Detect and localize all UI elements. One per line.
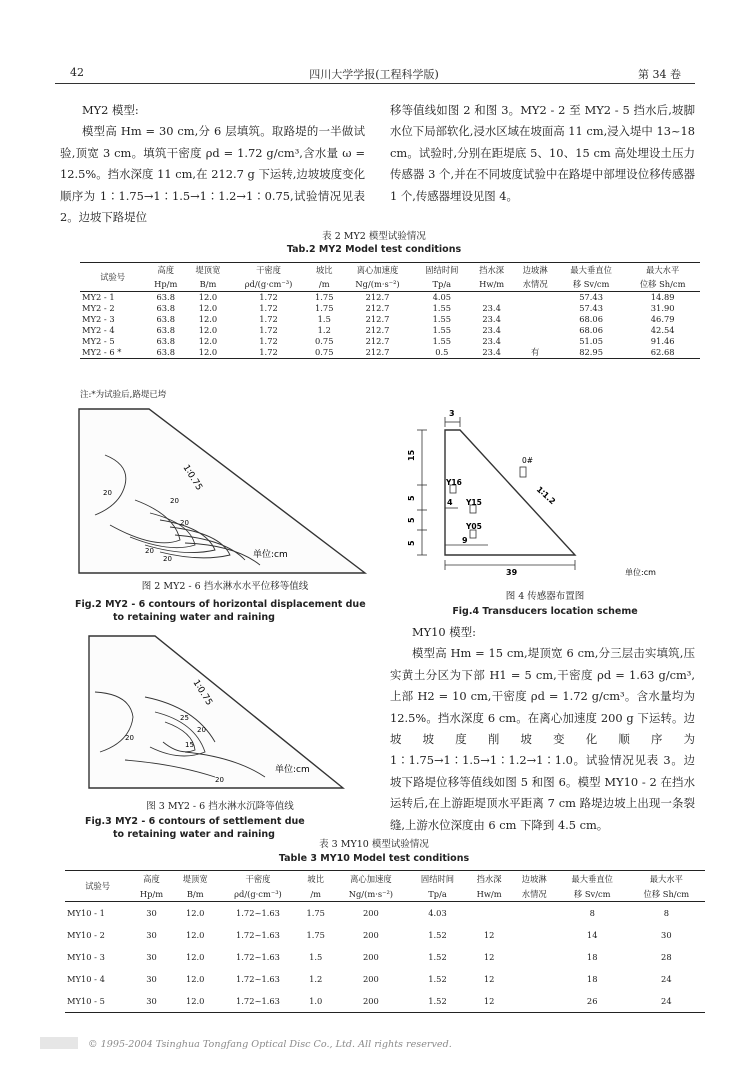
- table-cell: MY10 - 2: [67, 930, 105, 940]
- t3-h0: 试验号: [85, 881, 111, 891]
- table-row: [80, 303, 700, 314]
- table-cell: 1.5: [309, 952, 323, 962]
- table-cell: 12.0: [185, 930, 205, 940]
- table-cell: 24: [661, 974, 672, 984]
- t3-h8: 边坡淋: [521, 873, 547, 884]
- fig2-c1: 20: [103, 489, 112, 497]
- table-cell: 62.68: [650, 347, 675, 357]
- table-cell: 0.75: [315, 347, 334, 357]
- t3-u2: B/m: [186, 888, 204, 899]
- t2-h2: 堤顶宽: [195, 264, 221, 275]
- table-cell: 212.7: [365, 292, 390, 302]
- fig3-c5: 20: [215, 776, 224, 784]
- fig3-c1: 20: [125, 734, 134, 742]
- table-cell: MY2 - 3: [82, 314, 115, 324]
- t3-u6: Tp/a: [428, 888, 447, 899]
- table-cell: 12.0: [198, 314, 218, 324]
- fig4-dim-15: 15: [407, 449, 416, 461]
- table2-note: 注:*为试验后,路堤已垮: [80, 390, 167, 400]
- table-cell: 18: [586, 974, 598, 984]
- table3-title-cn: 表 3 MY10 模型试验情况: [319, 839, 429, 850]
- table-cell: 30: [146, 996, 157, 1006]
- table-cell: 63.8: [156, 336, 175, 346]
- table-cell: 1.72~1.63: [236, 908, 280, 918]
- fig4-label-y05: Y05: [466, 522, 482, 531]
- fig4-transducer: [520, 467, 526, 477]
- t3-u10: 位移 Sh/cm: [643, 888, 690, 899]
- table-cell: 23.4: [482, 303, 501, 313]
- table-cell: 1.72: [259, 292, 278, 302]
- t2-u7: Hw/m: [479, 278, 505, 289]
- fig2-caption-en-2: to retaining water and raining: [113, 612, 275, 623]
- table-cell: 200: [362, 908, 379, 918]
- page-number: 42: [70, 66, 84, 79]
- table-cell: 12.0: [198, 303, 218, 313]
- t3-h6: 固结时间: [420, 873, 455, 884]
- fig3-caption-cn: 图 3 MY2 - 6 挡水淋水沉降等值线: [146, 801, 294, 812]
- table-cell: 1.52: [428, 974, 447, 984]
- table-cell: [513, 292, 556, 304]
- t3-h3: 干密度: [245, 873, 271, 884]
- t2-u8: 水情况: [522, 278, 548, 289]
- table-row: [65, 946, 705, 968]
- table-cell: 63.8: [156, 303, 175, 313]
- table-cell: 12.0: [198, 336, 218, 346]
- table-cell: 212.7: [365, 347, 390, 357]
- table-row: [65, 968, 705, 990]
- table-row: [80, 347, 700, 359]
- table-cell: MY10 - 5: [67, 996, 105, 1006]
- table-cell: 63.8: [156, 347, 175, 357]
- table-row: [65, 902, 705, 925]
- table-cell: 1.55: [432, 325, 452, 335]
- table-cell: 57.43: [579, 292, 603, 302]
- table-cell: 28: [661, 952, 672, 962]
- table-cell: 24: [661, 996, 672, 1006]
- t3-u7: Hw/m: [476, 888, 502, 899]
- table-cell: 63.8: [156, 325, 175, 335]
- footer-logo: [40, 1037, 78, 1049]
- table-cell: 1.72: [259, 325, 278, 335]
- table-cell: 212.7: [365, 303, 390, 313]
- fig3-c4: 15: [185, 741, 194, 749]
- t2-u6: Tp/a: [432, 278, 452, 289]
- table-cell: 68.06: [579, 314, 603, 324]
- table-cell: 212.7: [365, 314, 390, 324]
- my2-paragraph-cont: 移等值线如图 2 和图 3。MY2 - 2 至 MY2 - 5 挡水后,坡脚水位下局部软化,浸水区域在坡面高 11 cm,浸入堤中 13~18 cm。试验时,分别在距堤底 5、10、15 cm 高处埋设土压力传感器 3 个,并在不同坡度试验中在路堤中部埋设位移传感器 1 个,传感器埋设见图 4。: [390, 103, 695, 203]
- table-cell: 200: [362, 952, 379, 962]
- table2: [80, 262, 700, 359]
- my2-heading: MY2 模型:: [82, 103, 139, 117]
- left-column-text: [60, 100, 365, 228]
- table-cell: 200: [362, 996, 379, 1006]
- table-cell: MY2 - 1: [82, 292, 115, 302]
- table-cell: 12.0: [185, 996, 205, 1006]
- table-cell: 12: [483, 974, 495, 984]
- my10-text: [390, 622, 695, 836]
- fig4-diagram: [400, 405, 700, 583]
- fig2-embankment: [79, 409, 365, 573]
- table-row: [80, 292, 700, 304]
- fig4-dim-9: 9: [462, 536, 468, 545]
- table-cell: 68.06: [579, 325, 603, 335]
- t2-u4: /m: [318, 278, 330, 289]
- table-cell: 12.0: [185, 952, 205, 962]
- my10-paragraph: 模型高 Hm = 15 cm,堤顶宽 6 cm,分三层击实填筑,压实黄土分区为下部 H1 = 5 cm,干密度 ρd = 1.63 g/cm³,上部 H2 = 10 cm,干密度 ρd = 1.72 g/cm³。含水量均为 12.5%。挡水深度 6 cm。在离心加速度 200 g 下运转。边坡坡度削坡变化顺序为 1∶1.75→1∶1.5→1∶1.2→1∶1.0。试验情况见表 3。边坡下路堤位移等值线如图 5 和图 6。模型 MY10 - 2 在挡水运转后,在上游距堤顶水平距离 7 cm 路堤边坡上出现一条裂缝,上游水位深度由 6 cm 下降到 4.5 cm。: [390, 646, 695, 832]
- t3-u1: Hp/m: [139, 888, 164, 899]
- table-cell: 1.52: [428, 952, 447, 962]
- table-cell: 1.55: [432, 303, 452, 313]
- t2-h0: 试验号: [100, 271, 126, 282]
- table-cell: 1.52: [428, 930, 447, 940]
- table-cell: [513, 325, 556, 336]
- table-cell: 82.95: [579, 347, 603, 357]
- fig3-slope-label: 1∶0.75: [190, 678, 214, 708]
- t3-u3: ρd/(g·cm⁻³): [234, 888, 282, 899]
- table-cell: 12.0: [185, 908, 205, 918]
- table-cell: 30: [661, 930, 672, 940]
- table3-title-en: Table 3 MY10 Model test conditions: [278, 853, 470, 864]
- t3-h2: 堤顶宽: [182, 873, 208, 884]
- table-cell: 30: [146, 908, 157, 918]
- table-row: [80, 325, 700, 336]
- t2-h7: 挡水深: [479, 264, 505, 275]
- table-cell: MY10 - 3: [67, 952, 105, 962]
- table-cell: MY2 - 4: [82, 325, 115, 335]
- fig2-c2: 20: [170, 497, 179, 505]
- table-cell: 46.79: [650, 314, 675, 324]
- fig3-caption-en-1: Fig.3 MY2 - 6 contours of settlement due: [85, 816, 305, 827]
- fig4-label-y15: Y15: [466, 498, 482, 507]
- fig3-c3: 20: [197, 726, 206, 734]
- table-cell: 12.0: [185, 974, 205, 984]
- table-cell: 51.05: [579, 336, 603, 346]
- table3: [65, 870, 705, 1013]
- table-cell: 14: [586, 930, 598, 940]
- t2-h5: 离心加速度: [356, 264, 399, 275]
- my10-heading: MY10 模型:: [412, 625, 476, 639]
- table-cell: 12: [483, 952, 495, 962]
- table-cell: 1.72~1.63: [236, 952, 280, 962]
- table-cell: 12.0: [198, 347, 218, 357]
- table-cell: 1.72: [259, 336, 278, 346]
- t3-u8: 水情况: [521, 888, 547, 899]
- t2-u9: 移 Sv/cm: [572, 278, 610, 289]
- t2-h8: 边坡淋: [522, 264, 548, 275]
- table-cell: 有: [531, 347, 540, 357]
- journal-name: 四川大学学报(工程科学版): [309, 68, 439, 81]
- table-cell: 1.72: [259, 314, 278, 324]
- table-cell: 30: [146, 930, 157, 940]
- table-cell: MY2 - 2: [82, 303, 115, 313]
- table-cell: MY10 - 1: [67, 908, 105, 918]
- table-cell: [512, 946, 557, 968]
- table-cell: 12.0: [198, 325, 218, 335]
- fig2-caption-cn: 图 2 MY2 - 6 挡水淋水水平位移等值线: [141, 581, 309, 592]
- table-cell: 23.4: [482, 347, 501, 357]
- t2-u2: B/m: [199, 278, 217, 289]
- t3-h10: 最大水平: [649, 873, 683, 884]
- table-cell: [512, 968, 557, 990]
- table-cell: 42.54: [650, 325, 675, 335]
- table-cell: 8: [589, 908, 595, 918]
- t3-h1: 高度: [143, 873, 160, 884]
- fig4-top-width: 3: [449, 409, 455, 418]
- table-cell: 0.5: [435, 347, 449, 357]
- t3-h5: 离心加速度: [350, 873, 392, 884]
- table-cell: 1.5: [317, 314, 331, 324]
- fig3-unit: 单位:cm: [275, 765, 310, 775]
- table-cell: 63.8: [156, 314, 175, 324]
- fig2-c5: 20: [163, 555, 172, 563]
- table-cell: 212.7: [365, 325, 390, 335]
- table-cell: 26: [586, 996, 598, 1006]
- fig2-slope-label: 1∶0.75: [180, 463, 204, 493]
- table2-title-en: Tab.2 MY2 Model test conditions: [286, 244, 462, 255]
- table-cell: 12: [483, 996, 495, 1006]
- table-cell: 200: [362, 930, 379, 940]
- table-cell: 212.7: [365, 336, 390, 346]
- fig3-diagram: [85, 632, 347, 792]
- table-cell: [513, 336, 556, 347]
- fig2-diagram: [75, 405, 370, 577]
- my2-paragraph: 模型高 Hm = 30 cm,分 6 层填筑。取路堤的一半做试验,顶宽 3 cm。填筑干密度 ρd = 1.72 g/cm³,含水量 ω = 12.5%。挡水深度 11 cm,在 212.7 g 下运转,边坡坡度变化顺序为 1∶1.75→1∶1.5→1∶1.2→1∶0.75,试验情况见表 2。边坡下路堤位: [60, 124, 365, 225]
- fig4-dim-5c: 5: [407, 540, 416, 546]
- table-cell: 1.72: [259, 347, 278, 357]
- table-cell: 4.03: [428, 908, 447, 918]
- table-cell: 63.8: [156, 292, 175, 302]
- fig4-caption-en: Fig.4 Transducers location scheme: [452, 606, 638, 617]
- fig4-dim-5b: 5: [407, 517, 416, 523]
- fig4-caption-cn: 图 4 传感器布置图: [505, 591, 585, 602]
- fig4-dim-5a: 5: [407, 495, 416, 501]
- fig2-c3: 20: [180, 519, 189, 527]
- fig4-transducer-label: 0#: [522, 456, 534, 465]
- table-cell: [512, 990, 557, 1013]
- table-cell: 23.4: [482, 314, 501, 324]
- table-row: [65, 990, 705, 1013]
- t2-u5: Ng/(m·s⁻²): [355, 278, 400, 289]
- footer-copyright: © 1995-2004 Tsinghua Tongfang Optical Disc Co., Ltd. All rights reserved.: [88, 1039, 452, 1050]
- table2-title-cn: 表 2 MY2 模型试验情况: [322, 231, 426, 242]
- table-cell: 1.72~1.63: [236, 930, 280, 940]
- table-cell: 1.72: [259, 303, 278, 313]
- table-cell: 1.75: [306, 930, 325, 940]
- right-column-text: [390, 100, 695, 207]
- table-cell: 200: [362, 974, 379, 984]
- table-cell: 1.75: [315, 303, 334, 313]
- fig4-sensor-y05: [470, 530, 476, 538]
- table-cell: 14.89: [650, 292, 675, 302]
- fig4-label-y16: Y16: [446, 478, 462, 487]
- fig4-slope-label: 1∶1.2: [534, 484, 558, 507]
- t3-h4: 坡比: [307, 873, 325, 884]
- table-cell: 30: [146, 974, 157, 984]
- table-cell: 1.2: [309, 974, 323, 984]
- t2-h1: 高度: [157, 264, 175, 275]
- table-cell: 91.46: [650, 336, 675, 346]
- table-cell: 12: [483, 930, 495, 940]
- fig3-caption-en-2: to retaining water and raining: [113, 829, 275, 840]
- table-cell: 23.4: [482, 325, 501, 335]
- table-cell: 23.4: [482, 336, 501, 346]
- table-cell: 30: [146, 952, 157, 962]
- fig4-unit: 单位:cm: [625, 568, 656, 577]
- table-cell: 1.2: [317, 325, 331, 335]
- table-cell: 1.55: [432, 336, 452, 346]
- table-cell: [513, 303, 556, 314]
- fig2-unit: 单位:cm: [253, 550, 288, 560]
- table-cell: [512, 902, 557, 925]
- t3-u9: 移 Sv/cm: [573, 888, 611, 899]
- t3-h9: 最大垂直位: [571, 873, 613, 884]
- fig2-c4: 20: [145, 547, 154, 555]
- table-cell: [470, 292, 514, 304]
- t2-h6: 固结时间: [425, 264, 459, 275]
- t2-u3: ρd/(g·cm⁻³): [244, 278, 293, 289]
- table-cell: [512, 924, 557, 946]
- table-row: [80, 314, 700, 325]
- table-row: [80, 336, 700, 347]
- t3-u4: /m: [310, 888, 322, 899]
- t3-u5: Ng/(m·s⁻²): [348, 888, 394, 899]
- table-cell: 4.05: [432, 292, 452, 302]
- table-cell: MY10 - 4: [67, 974, 105, 984]
- t2-h10: 最大水平: [646, 264, 680, 275]
- table-cell: 1.0: [309, 996, 323, 1006]
- fig4-bottom-width: 39: [506, 568, 518, 577]
- t2-u1: Hp/m: [154, 278, 178, 289]
- table-cell: 1.52: [428, 996, 447, 1006]
- table-cell: 57.43: [579, 303, 603, 313]
- table-cell: 1.72~1.63: [236, 996, 280, 1006]
- t2-u10: 位移 Sh/cm: [639, 278, 686, 289]
- table-cell: MY2 - 5: [82, 336, 115, 346]
- t2-h9: 最大垂直位: [570, 264, 612, 275]
- fig4-dim-4: 4: [447, 498, 453, 507]
- table-row: [65, 924, 705, 946]
- table-cell: [513, 314, 556, 325]
- table-cell: 1.75: [306, 908, 325, 918]
- volume-label: 第 34 卷: [638, 68, 681, 81]
- table-cell: 1.75: [315, 292, 334, 302]
- table-cell: 8: [663, 908, 669, 918]
- table-cell: 0.75: [315, 336, 334, 346]
- t3-h7: 挡水深: [476, 873, 502, 884]
- fig3-c2: 25: [180, 714, 189, 722]
- table-cell: 1.55: [432, 314, 452, 324]
- t2-h3: 干密度: [256, 264, 281, 275]
- fig2-caption-en-1: Fig.2 MY2 - 6 contours of horizontal displacement due: [75, 599, 366, 610]
- table-cell: MY2 - 6 *: [82, 347, 122, 357]
- t2-h4: 坡比: [315, 264, 333, 275]
- table-cell: 31.90: [650, 303, 675, 313]
- table-cell: 18: [586, 952, 598, 962]
- table-cell: 12.0: [198, 292, 218, 302]
- header-rule: [55, 83, 695, 84]
- table-cell: 1.72~1.63: [236, 974, 280, 984]
- table-cell: [466, 902, 511, 925]
